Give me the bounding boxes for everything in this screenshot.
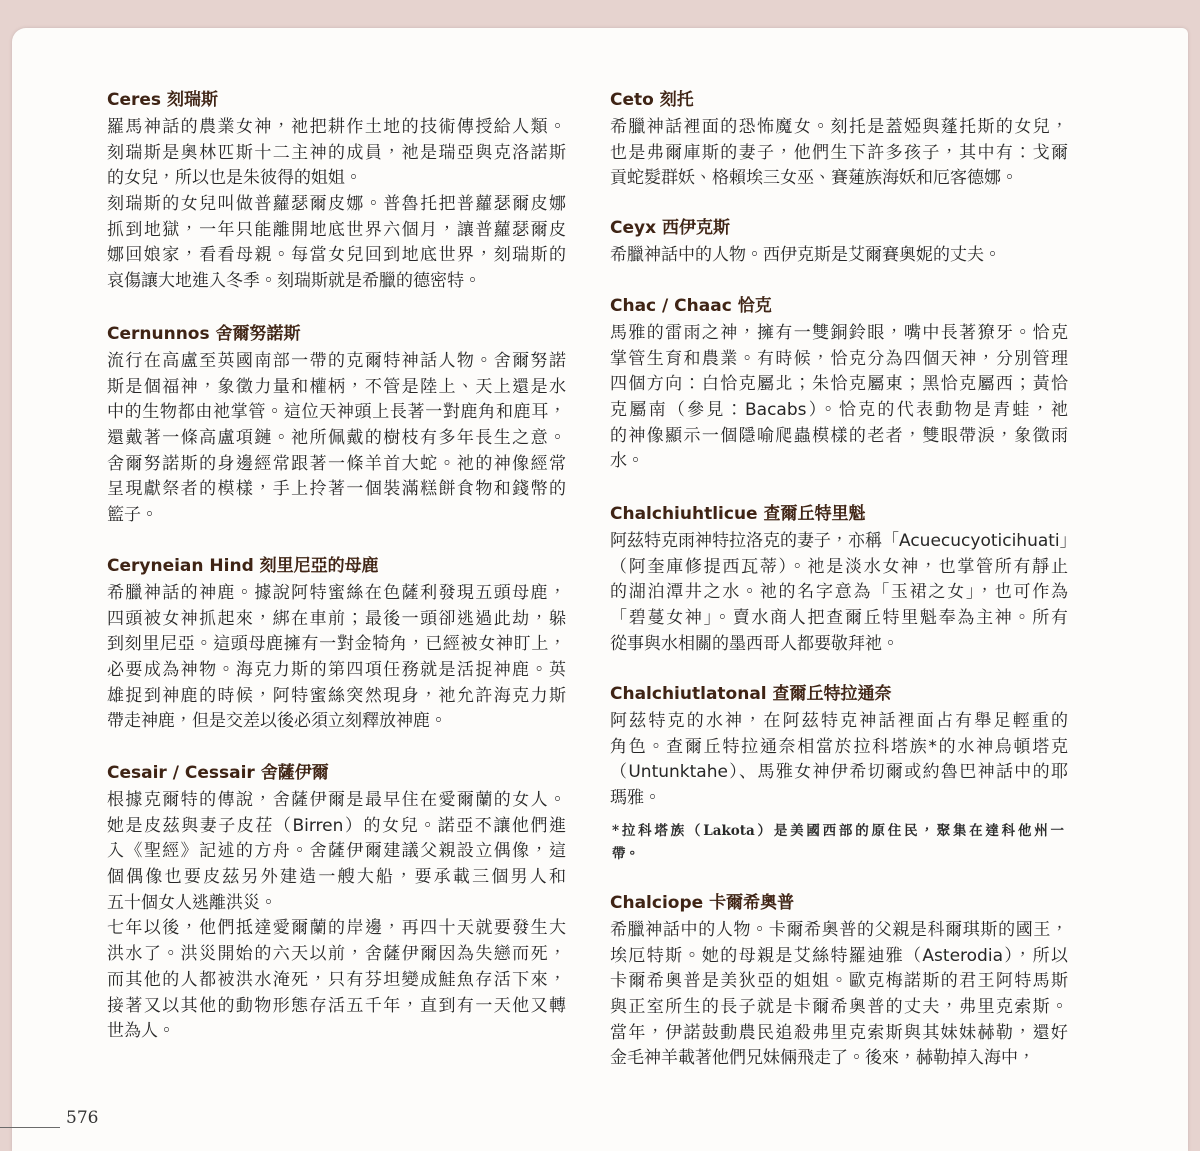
body-line: 四頭被女神抓起來，綁在車前；最後一頭卻逃過此劫，躲 (107, 608, 566, 629)
entry-chalchiutlatonal (610, 682, 1068, 812)
paragraph (610, 709, 1068, 812)
entry-heading: Ceres 刻瑞斯 (107, 90, 218, 110)
body-line: 世為人。 (107, 1021, 175, 1042)
page-number: 576 (66, 1108, 99, 1128)
entry-ceyx (610, 216, 1068, 269)
body-line: 個偶像也要皮茲另外建造一艘大船，要承載三個男人和 (107, 867, 566, 888)
body-line: （Untunktahe）、馬雅女神伊希切爾或約魯巴神話中的耶 (610, 762, 1068, 783)
body-line: 的湖泊潭井之水。祂的名字意為「玉裙之女」，也可作為 (610, 582, 1068, 603)
body-line: 四個方向：白恰克屬北；朱恰克屬東；黑恰克屬西；黃恰 (610, 374, 1068, 395)
entry-ceryneian (107, 554, 566, 735)
body-line: 呈現獻祭者的模樣，手上拎著一個裝滿糕餅食物和錢幣的 (107, 479, 566, 500)
paragraph (107, 916, 566, 1044)
body-line: 還戴著一條高盧項鏈。祂所佩戴的樹枝有多年長生之意。 (107, 428, 566, 449)
entry-heading: Cesair / Cessair 舍薩伊爾 (107, 763, 329, 783)
entry-heading: Chac / Chaac 恰克 (610, 296, 772, 316)
entry-ceres (107, 88, 566, 295)
entry-heading: Ceto 刻托 (610, 90, 694, 110)
body-line: 貢蛇髮群妖、格賴埃三女巫、賽蓮族海妖和厄客德娜。 (610, 168, 1018, 189)
body-line: 籃子。 (107, 505, 158, 526)
footnote (612, 820, 1064, 866)
paragraph (107, 581, 566, 735)
footnote-line: *拉科塔族（Lakota）是美國西部的原住民，聚集在達科他州一 (612, 823, 1064, 839)
paragraph (107, 349, 566, 529)
paragraph (610, 529, 1077, 657)
body-line: 希臘神話中的人物。西伊克斯是艾爾賽奧妮的丈夫。 (610, 245, 1001, 265)
body-line: 根據克爾特的傳說，舍薩伊爾是最早住在愛爾蘭的女人。 (107, 790, 566, 810)
entry-chac (610, 294, 1068, 475)
page-number-rule (0, 1127, 60, 1128)
body-line: 也是弗爾庫斯的妻子，他們生下許多孩子，其中有：戈爾 (610, 142, 1068, 163)
entry-heading: Chalchiuhtlicue 查爾丘特里魁 (610, 504, 866, 524)
entry-ceto (610, 88, 1068, 192)
entry-heading: Chalciope 卡爾希奧普 (610, 893, 795, 913)
body-line: 入《聖經》記述的方舟。舍薩伊爾建議父親設立偶像，這 (107, 841, 566, 862)
body-line: 馬雅的雷雨之神，擁有一雙銅鈴眼，嘴中長著獠牙。恰克 (610, 323, 1068, 343)
body-line: 七年以後，他們抵達愛爾蘭的岸邊，再四十天就要發生大 (107, 918, 566, 939)
entry-chalchiuhtlicue (610, 502, 1077, 657)
body-line: 埃厄特斯。她的母親是艾絲特羅迪雅（Asterodia），所以 (610, 945, 1068, 966)
body-line: 刻瑞斯的女兒叫做普蘿瑟爾皮娜。普魯托把普蘿瑟爾皮娜 (107, 194, 566, 215)
body-line: 希臘神話中的人物。卡爾希奧普的父親是科爾琪斯的國王， (610, 920, 1068, 940)
body-line: 而其他的人都被洪水淹死，只有芬坦變成鮭魚存活下來， (107, 969, 566, 990)
body-line: 阿茲特克的水神，在阿茲特克神話裡面占有舉足輕重的 (610, 711, 1068, 731)
body-line: 必要成為神物。海克力斯的第四項任務就是活捉神鹿。英 (107, 660, 566, 681)
body-line: 從事與水相關的墨西哥人都要敬拜祂。 (610, 633, 899, 654)
body-line: 帶走神鹿，但是交差以後必須立刻釋放神鹿。 (107, 711, 447, 732)
footnote-line: 帶。 (612, 846, 639, 862)
body-line: 掌管生育和農業。有時候，恰克分為四個天神，分別管理 (610, 348, 1068, 369)
body-line: 抓到地獄，一年只能離開地底世界六個月，讓普蘿瑟爾皮 (107, 219, 566, 240)
body-line: 洪水了。洪災開始的六天以前，舍薩伊爾因為失戀而死， (107, 944, 566, 965)
body-line: 阿茲特克雨神特拉洛克的妻子，亦稱「Acuecucyoticihuati」 (610, 531, 1077, 551)
entry-cesair (107, 761, 566, 1045)
body-line: 角色。查爾丘特拉通奈相當於拉科塔族*的水神烏頓塔克 (610, 736, 1068, 757)
paragraph (610, 918, 1068, 1072)
body-line: （阿奎庫修提西瓦蒂）。祂是淡水女神，也掌管所有靜止 (610, 556, 1068, 577)
right-column (610, 0, 1077, 1151)
entry-chalciope (610, 891, 1068, 1072)
paragraph (107, 192, 566, 295)
body-line: 到刻里尼亞。這頭母鹿擁有一對金犄角，已經被女神盯上， (107, 634, 566, 655)
body-line: 的神像顯示一個隱喻爬蟲模樣的老者，雙眼帶淚，象徵雨 (610, 425, 1068, 446)
body-line: 流行在高盧至英國南部一帶的克爾特神話人物。舍爾努諾 (107, 351, 566, 371)
left-column (107, 0, 566, 1151)
body-line: 卡爾希奧普是美狄亞的姐姐。歐克梅諾斯的君王阿特馬斯 (610, 971, 1068, 992)
body-line: 五十個女人逃離洪災。 (107, 892, 277, 913)
body-line: 羅馬神話的農業女神，祂把耕作土地的技術傳授給人類。 (107, 117, 566, 137)
body-line: 娜回娘家，看看母親。每當女兒回到地底世界，刻瑞斯的 (107, 245, 566, 266)
body-line: 的女兒，所以也是朱彼得的姐姐。 (107, 168, 362, 189)
body-line: 與正室所生的長子就是卡爾希奧普的丈夫，弗里克索斯。 (610, 997, 1068, 1018)
paragraph (610, 115, 1068, 192)
body-line: 當年，伊諾鼓動農民追殺弗里克索斯與其妹妹赫勒，還好 (610, 1022, 1068, 1043)
entry-heading: Chalchiutlatonal 查爾丘特拉通奈 (610, 684, 892, 704)
entry-heading: Ceryneian Hind 刻里尼亞的母鹿 (107, 556, 379, 576)
body-line: 雄捉到神鹿的時候，阿特蜜絲突然現身，祂允許海克力斯 (107, 685, 566, 706)
body-line: 希臘神話的神鹿。據說阿特蜜絲在色薩利發現五頭母鹿， (107, 583, 566, 603)
paragraph (610, 321, 1068, 475)
body-line: 希臘神話裡面的恐怖魔女。刻托是蓋婭與蓬托斯的女兒， (610, 117, 1068, 137)
entry-cernunnos (107, 322, 566, 529)
body-line: 她是皮茲與妻子皮茌（Birren）的女兒。諾亞不讓他們進 (107, 815, 566, 836)
body-line: 哀傷讓大地進入冬季。刻瑞斯就是希臘的德密特。 (107, 271, 481, 292)
body-line: 金毛神羊載著他們兄妹倆飛走了。後來，赫勒掉入海中， (610, 1048, 1035, 1069)
entry-heading: Ceyx 西伊克斯 (610, 218, 730, 238)
paragraph (610, 243, 1068, 269)
paragraph (107, 788, 566, 916)
body-line: 斯是個福神，象徵力量和權柄，不管是陸上、天上還是水 (107, 376, 566, 397)
entry-heading: Cernunnos 舍爾努諾斯 (107, 324, 301, 344)
body-line: 水。 (610, 451, 644, 472)
body-line: 中的生物都由祂掌管。這位天神頭上長著一對鹿角和鹿耳， (107, 402, 566, 423)
body-line: 「碧蔓女神」。賣水商人把查爾丘特里魁奉為主神。所有 (610, 608, 1068, 629)
body-line: 接著又以其他的動物形態存活五千年，直到有一天他又轉 (107, 995, 566, 1016)
body-line: 瑪雅。 (610, 788, 661, 809)
body-line: 舍爾努諾斯的身邊經常跟著一條羊首大蛇。祂的神像經常 (107, 453, 566, 474)
paragraph (107, 115, 566, 192)
body-line: 克屬南（參見：Bacabs）。恰克的代表動物是青蛙，祂 (610, 400, 1068, 421)
body-line: 刻瑞斯是奧林匹斯十二主神的成員，祂是瑞亞與克洛諾斯 (107, 142, 566, 163)
